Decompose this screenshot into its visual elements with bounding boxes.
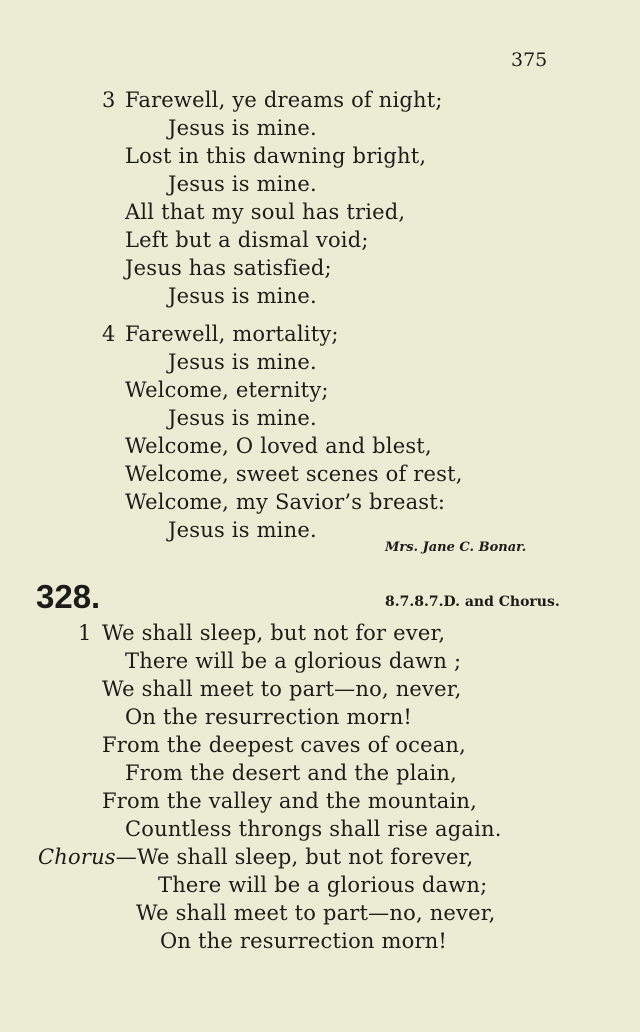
chorus-label: Chorus: [38, 845, 116, 869]
verse-line: Jesus is mine.: [168, 172, 317, 196]
verse-line: Jesus is mine.: [168, 116, 317, 140]
hymn-meter: 8.7.8.7.D. and Chorus.: [385, 594, 560, 610]
verse-line: Jesus is mine.: [168, 284, 317, 308]
verse-line: From the desert and the plain,: [125, 761, 457, 785]
author-attribution: Mrs. Jane C. Bonar.: [385, 540, 527, 555]
verse-line: Welcome, eternity;: [125, 378, 329, 402]
verse-line: Left but a dismal void;: [125, 228, 369, 252]
verse-line: All that my soul has tried,: [125, 200, 406, 224]
verse-line: We shall meet to part—no, never,: [102, 677, 462, 701]
verse-line: There will be a glorious dawn ;: [125, 649, 462, 673]
hymn-number: 328.: [36, 578, 101, 615]
stanza-number: 4: [102, 322, 116, 346]
verse-line: Farewell, mortality;: [125, 322, 339, 346]
verse-line: Jesus is mine.: [168, 350, 317, 374]
page-number: 375: [511, 49, 548, 71]
verse-line: On the resurrection morn!: [160, 929, 448, 953]
verse-line: From the deepest caves of ocean,: [102, 733, 467, 757]
verse-line: Welcome, my Savior’s breast:: [125, 490, 446, 514]
verse-line: We shall meet to part—no, never,: [136, 901, 496, 925]
chorus-first-line: [38, 845, 473, 869]
verse-line: Welcome, sweet scenes of rest,: [125, 462, 463, 486]
verse-line: There will be a glorious dawn;: [158, 873, 488, 897]
verse-line: Welcome, O loved and blest,: [125, 434, 432, 458]
stanza-number: 3: [102, 88, 116, 112]
verse-line: Jesus has satisfied;: [125, 256, 332, 280]
verse-line: Farewell, ye dreams of night;: [125, 88, 443, 112]
verse-line: Jesus is mine.: [168, 406, 317, 430]
verse-line: From the valley and the mountain,: [102, 789, 478, 813]
stanza-number: 1: [78, 621, 92, 645]
verse-line: Jesus is mine.: [168, 518, 317, 542]
verse-line: —We shall sleep, but not forever,: [115, 845, 474, 869]
verse-line: Lost in this dawning bright,: [125, 144, 427, 168]
verse-line: We shall sleep, but not for ever,: [102, 621, 446, 645]
verse-line: On the resurrection morn!: [125, 705, 413, 729]
verse-line: Countless throngs shall rise again.: [125, 817, 502, 841]
